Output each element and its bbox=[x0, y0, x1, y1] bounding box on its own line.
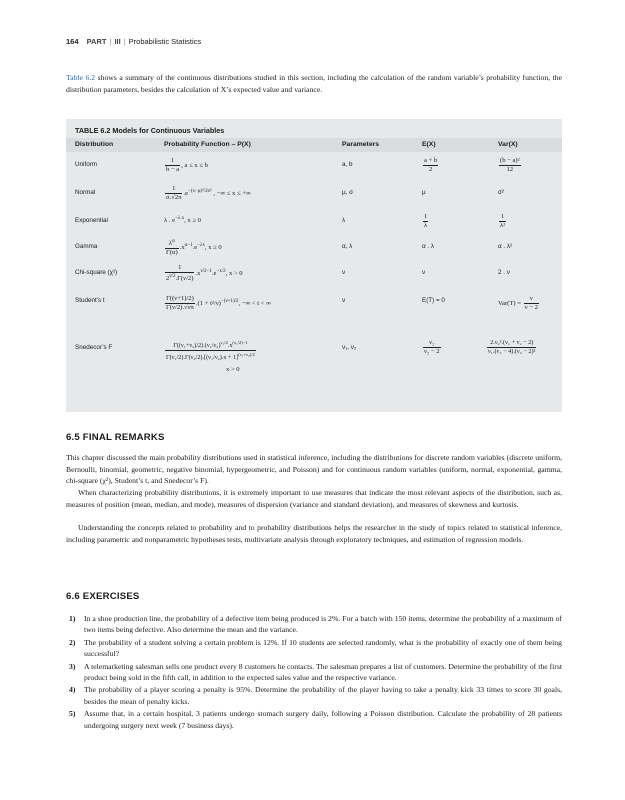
table-caption: TABLE 6.2 Models for Continuous Variables bbox=[75, 126, 225, 135]
part-roman: III bbox=[114, 37, 121, 46]
intro-text: shows a summary of the continuous distributions studied in this section, including the calculation of the random variable’s probability function, the distribution parameters, besides the calculation of X’s expected value and variance. bbox=[66, 73, 562, 94]
table-header-row bbox=[66, 138, 562, 152]
part-label: PART bbox=[86, 37, 107, 46]
dist-name: Exponential bbox=[75, 217, 108, 224]
page-number: 164 bbox=[66, 37, 79, 46]
dist-params: α, λ bbox=[342, 243, 353, 250]
uniform-ex: $\frac{a + b}{2}$ bbox=[424, 157, 438, 173]
list-item: 5) Assume that, in a certain hospital, 3 patients undergo stomach surgery daily, following a Poisson distribution. Calculate the probability of 28 patients undergoing surgery next week (7 business days). bbox=[69, 709, 562, 730]
col-header-expected-value: E(X) bbox=[422, 141, 436, 148]
section-heading-exercises: 6.6 EXERCISES bbox=[66, 591, 140, 602]
col-header-variance: Var(X) bbox=[498, 141, 518, 148]
paragraph: This chapter discussed the main probability distributions used in statistical inference, including the distributions for discrete random variables (discrete uniform, Bernoulli, binomial, geometric, negative binomial, hypergeometric, and Poisson) and for continuous random variables (uniform, normal, exponential, gamma, chi-square (χ²), Student’s t, and Snedecor’s F). bbox=[66, 453, 562, 485]
dist-params: μ, σ bbox=[342, 189, 354, 196]
table-reference-link[interactable]: Table 6.2 bbox=[66, 73, 96, 82]
list-item: 3) A telemarketing salesman sells one product every 8 customers he contacts. The salesman prepares a list of customers. Determine the probability of the first product being sold in the fifth call, in addition to the expected sales value and the respective variance. bbox=[69, 661, 562, 683]
dist-var: σ² bbox=[498, 189, 504, 196]
f-pf-domain: x > 0 bbox=[226, 366, 240, 373]
list-item: 2) The probability of a student solving a certain problem is 12%. If 10 students are selected randomly, what is the probability of exactly one of them being successful? bbox=[69, 637, 562, 659]
intro-paragraph bbox=[66, 72, 562, 95]
uniform-pf: $\frac{1}{b - a}$ , a ≤ x ≤ b bbox=[166, 157, 208, 173]
dist-params: λ bbox=[342, 217, 346, 224]
dist-ex: E(T) = 0 bbox=[422, 297, 445, 304]
col-header-parameters: Parameters bbox=[342, 141, 380, 148]
f-pf: $\frac{\Gamma((\nu_1+\nu_2)/2).(\nu_1/\nu_2)^{\nu_1/2}.x^{(\nu_1/2)-1}}{\Gamma(\nu_1/2).\Gamma(\nu_2/2).[(\nu_1/\nu_2).x + 1]^{(\nu_1+\nu_2)/2}}$ bbox=[166, 340, 255, 362]
dist-name: Uniform bbox=[75, 161, 98, 168]
dist-name: Chi-square (χ²) bbox=[75, 269, 118, 276]
dist-params: ν₁, ν₂ bbox=[342, 344, 357, 351]
dist-ex: μ bbox=[422, 189, 426, 196]
t-var: Var(T) = $\frac{\nu}{\nu - 2}$ bbox=[498, 295, 538, 311]
exp-ex: $\frac{1}{\lambda}$ bbox=[424, 213, 428, 229]
dist-params: ν bbox=[342, 269, 346, 276]
exp-pf: λ . $e^{-\lambda.x}$, x ≥ 0 bbox=[164, 216, 201, 225]
paragraph: Understanding the concepts related to probability and to probability distributions helps the researcher in the study of topics related to statistical inference, including parametric and nonparametric hypotheses tests, multivariate analysis through exploratory techniques, and estimation of regression models. bbox=[66, 523, 562, 544]
list-item: 1) In a shoe production line, the probability of a defective item being produced is 2%. For a batch with 150 items, determine the probability of a maximum of two items being defective. Also determine the mean and the variance. bbox=[69, 614, 562, 635]
paragraph: When characterizing probability distributions, it is extremely important to use measures that indicate the most relevant aspects of the distribution, such as, measures of position (mean, median, and mode), measures of dispersion (variance and standard deviation), and measures of skewness and kurtosis. bbox=[66, 488, 562, 509]
dist-var: 2 . ν bbox=[498, 269, 510, 276]
list-item: 4) The probability of a player scoring a penalty is 95%. Determine the probability of the player having to take a penalty kick 33 times to score 30 goals, besides the mean of penalty kicks. bbox=[69, 685, 562, 706]
running-header: 164 PART | III | Probabilistic Statistics bbox=[66, 37, 202, 46]
part-title: Probabilistic Statistics bbox=[128, 37, 202, 46]
normal-pf: $\frac{1}{\sigma.√2\pi}$ $.e^{-(x-\mu)^2/2\sigma^2}$ , −∞ ≤ x ≤ +∞ bbox=[166, 185, 251, 201]
uniform-var: $\frac{\text{(b − a)²}}{12}$ bbox=[500, 157, 520, 173]
col-header-probability-function: Probability Function – P(X) bbox=[164, 141, 251, 148]
exp-var: $\frac{1}{\text{λ²}}$ bbox=[500, 213, 506, 229]
dist-params: ν bbox=[342, 297, 346, 304]
dist-params: a, b bbox=[342, 161, 353, 168]
dist-var: α . λ² bbox=[498, 243, 513, 250]
dist-name: Student’s t bbox=[75, 297, 105, 304]
f-var: $\frac{\text{2.ν₂².(ν₁ + ν₂ − 2)}}{\text{ν₁.(ν₂ − 4).(ν₂ − 2)²}}$ bbox=[488, 339, 536, 355]
dist-name: Gamma bbox=[75, 243, 98, 250]
gamma-pf: $\frac{\lambda^\alpha}{\Gamma(\alpha)}$ $.x^{\alpha-1}.e^{-\lambda x}$, x ≥ 0 bbox=[166, 239, 222, 257]
col-header-distribution: Distribution bbox=[75, 141, 114, 148]
exercise-list bbox=[66, 613, 562, 732]
dist-name: Snedecor’s F bbox=[75, 344, 113, 351]
dist-ex: α . λ bbox=[422, 243, 435, 250]
f-ex: $\frac{\text{ν₂}}{\text{ν₂ − 2}}$ bbox=[424, 339, 440, 355]
dist-ex: ν bbox=[422, 269, 426, 276]
section-heading-final-remarks: 6.5 FINAL REMARKS bbox=[66, 432, 165, 443]
table-6-2 bbox=[66, 119, 562, 412]
dist-name: Normal bbox=[75, 189, 96, 196]
chi-pf: $\frac{1}{2^{\nu/2}.\Gamma(\nu/2)}$ $.x^{\nu/2-1}.e^{-x/2}$, x > 0 bbox=[166, 264, 243, 283]
t-pf: $\frac{\Gamma((\nu+1)/2)}{\Gamma(\nu/2).√\nu\pi}$ $.(1 + t^2/\nu)^{-(\nu+1)/2}$, −∞ < t < ∞ bbox=[166, 295, 271, 311]
